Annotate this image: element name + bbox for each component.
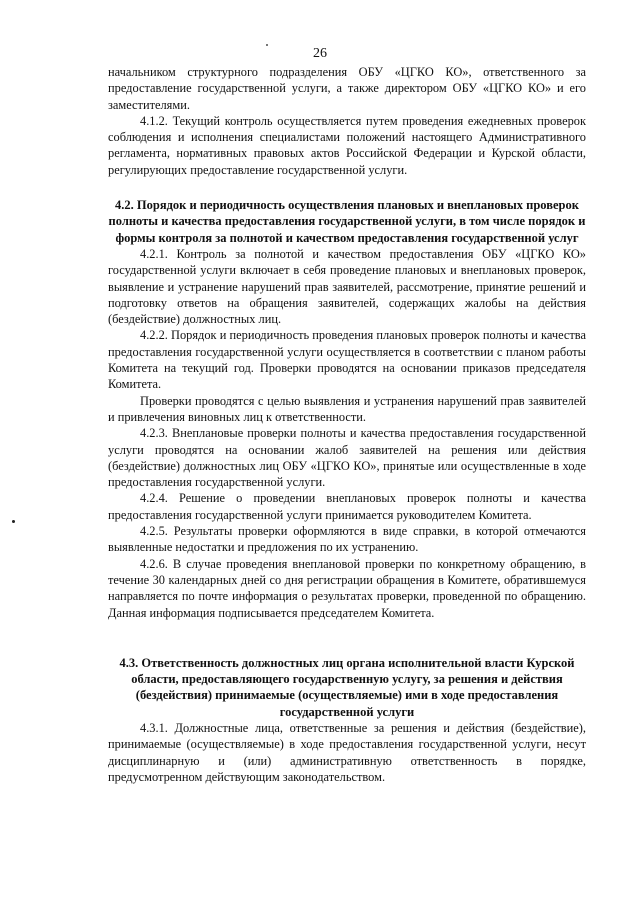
section-heading-4-3: 4.3. Ответственность должностных лиц органа исполнительной власти Курской области, предоставляющего государственную услугу, за решения и действия (бездействия) принимаемые (осуществляемые) ими в ходе предоставления государственной услуги [119,655,575,719]
paragraph-4-2-5: 4.2.5. Результаты проверки оформляются в виде справки, в которой отмечаются выявленные недостатки и предложения по их устранению. [108,524,586,555]
document-body [108,64,586,785]
spacer [108,621,586,655]
paragraph-4-1-2: 4.1.2. Текущий контроль осуществляется путем проведения ежедневных проверок соблюдения и исполнения специалистами положений настоящего Административного регламента, нормативных правовых актов Российской Федерации и Курской области, регулирующих предоставление государственной услуги. [108,113,586,177]
paragraph-continuation: начальником структурного подразделения ОБУ «ЦГКО КО», ответственного за предоставление государственной услуги, а также директором ОБУ «ЦГКО КО» и его заместителями. [108,65,586,112]
paragraph-4-3-1: 4.3.1. Должностные лица, ответственные за решения и действия (бездействие), принимаемые (осуществляемые) в ходе предоставления государственной услуги, несут дисциплинарную и (или) административную ответственность в порядке, предусмотренном действующим законодательством. [108,720,586,784]
paragraph-4-2-3: 4.2.3. Внеплановые проверки полноты и качества предоставления государственной услуги проводятся на основании жалоб заявителей на решения или действия (бездействие) должностных лиц ОБУ «ЦГКО КО», принятые или осуществленные в ходе предоставления государственной услуги. [108,426,586,490]
section-heading-4-2: 4.2. Порядок и периодичность осуществления плановых и внеплановых проверок полноты и качества предоставления государственной услуги, в том числе порядок и формы контроля за полнотой и качеством предоставления государственной услуг [108,198,586,245]
paragraph-purpose: Проверки проводятся с целью выявления и устранения нарушений прав заявителей и привлечения виновных лиц к ответственности. [108,393,586,424]
spacer [108,178,586,197]
paragraph-4-2-2: 4.2.2. Порядок и периодичность проведения плановых проверок полноты и качества предоставления государственной услуги осуществляется в соответствии с планом работы Комитета на текущий год. Проверки проводятся на основании приказов председателя Комитета. [108,328,586,392]
paragraph-4-2-4: 4.2.4. Решение о проведении внеплановых проверок полноты и качества предоставления государственной услуги принимается руководителем Комитета. [108,491,586,522]
page-number: 26 [313,46,327,61]
paragraph-4-2-6: 4.2.6. В случае проведения внеплановой проверки по конкретному обращению, в течение 30 календарных дней со дня регистрации обращения в Комитете, обратившемуся направляется по почте информация о результатах проверки, проведенной по обращению. Данная информация подписывается председателем Комитета. [108,556,586,620]
margin-dot [12,520,15,523]
paragraph-4-2-1: 4.2.1. Контроль за полнотой и качеством предоставления ОБУ «ЦГКО КО» государственной услуги включает в себя проведение плановых и внеплановых проверок, выявление и устранение нарушений прав заявителей, рассмотрение, принятие решений и подготовку ответов на обращения заявителей, содержащих жалобы на действия (бездействие) должностных лиц. [108,246,586,327]
